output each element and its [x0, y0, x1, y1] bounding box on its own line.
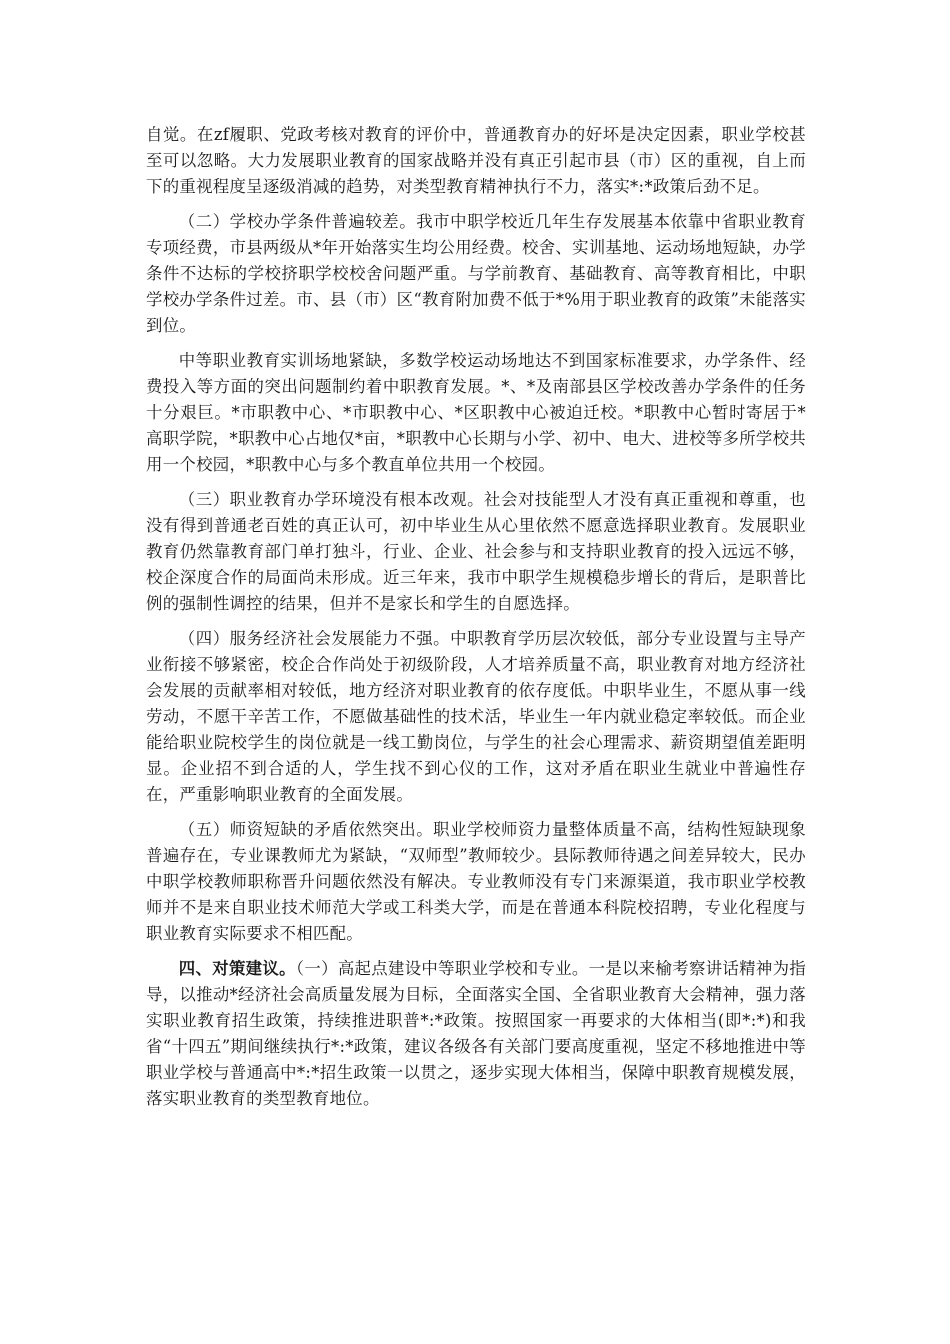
paragraph-school-conditions	[146, 209, 806, 339]
paragraph-training-facilities	[146, 348, 806, 478]
paragraph-continuation	[146, 122, 806, 200]
paragraph-environment	[146, 487, 806, 617]
paragraph-text: （三）职业教育办学环境没有根本改观。社会对技能型人才没有真正重视和尊重，也没有得到普通老百姓的真正认可，初中毕业生从心里依然不愿意选择职业教育。发展职业教育仍然靠教育部门单打独斗，行业、企业、社会参与和支持职业教育的投入远远不够，校企深度合作的局面尚未形成。近三年来，我市中职学生规模稳步增长的背后，是职普比例的强制性调控的结果，但并不是家长和学生的自愿选择。	[146, 490, 806, 613]
paragraph-teacher-shortage	[146, 817, 806, 947]
paragraph-service-capacity	[146, 626, 806, 808]
paragraph-text: （二）学校办学条件普遍较差。我市中职学校近几年生存发展基本依靠中省职业教育专项经费，市县两级从*年开始落实生均公用经费。校舍、实训基地、运动场地短缺，办学条件不达标的学校挤职学校校舍问题严重。与学前教育、基础教育、高等教育相比，中职学校办学条件过差。市、县（市）区“教育附加费不低于*%用于职业教育的政策”未能落实到位。	[146, 212, 806, 335]
paragraph-text: （一）高起点建设中等职业学校和专业。一是以来榆考察讲话精神为指导，以推动*经济社会高质量发展为目标，全面落实全国、全省职业教育大会精神，强力落实职业教育招生政策，持续推进职普*:*政策。按照国家一再要求的大体相当(即*:*)和我省“十四五”期间继续执行*:*政策，建议各级各有关部门要高度重视，坚定不移地推进中等职业学校与普通高中*:*招生政策一以贯之，逐步实现大体相当，保障中职教育规模发展，落实职业教育的类型教育地位。	[146, 959, 806, 1108]
section-heading: 四、对策建议。	[178, 959, 296, 978]
paragraph-text: （四）服务经济社会发展能力不强。中职教育学历层次较低，部分专业设置与主导产业衔接不够紧密，校企合作尚处于初级阶段，人才培养质量不高，职业教育对地方经济社会发展的贡献率相对较低，地方经济对职业教育的依存度低。中职毕业生，不愿从事一线劳动，不愿干辛苦工作，不愿做基础性的技术活，毕业生一年内就业稳定率较低。而企业能给职业院校学生的岗位就是一线工勤岗位，与学生的社会心理需求、薪资期望值差距明显。企业招不到合适的人，学生找不到心仪的工作，这对矛盾在职业生就业中普遍性存在，严重影响职业教育的全面发展。	[146, 629, 806, 804]
paragraph-recommendations	[146, 956, 806, 1112]
paragraph-text: 中等职业教育实训场地紧缺，多数学校运动场地达不到国家标准要求，办学条件、经费投入等方面的突出问题制约着中职教育发展。*、*及南部县区学校改善办学条件的任务十分艰巨。*市职教中心、*市职教中心、*区职教中心被迫迁校。*职教中心暂时寄居于*高职学院，*职教中心占地仅*亩，*职教中心长期与小学、初中、电大、进校等多所学校共用一个校园，*职教中心与多个教直单位共用一个校园。	[146, 351, 806, 474]
paragraph-text: （五）师资短缺的矛盾依然突出。职业学校师资力量整体质量不高，结构性短缺现象普遍存在，专业课教师尤为紧缺，“双师型”教师较少。县际教师待遇之间差异较大，民办中职学校教师职称晋升问题依然没有解决。专业教师没有专门来源渠道，我市职业学校教师并不是来自职业技术师范大学或工科类大学，而是在普通本科院校招聘，专业化程度与职业教育实际要求不相匹配。	[146, 820, 806, 943]
paragraph-text: 自觉。在zf履职、党政考核对教育的评价中，普通教育办的好坏是决定因素，职业学校甚至可以忽略。大力发展职业教育的国家战略并没有真正引起市县（市）区的重视，自上而下的重视程度呈逐级消减的趋势，对类型教育精神执行不力，落实*:*政策后劲不足。	[146, 125, 806, 196]
document-page	[146, 122, 806, 1121]
